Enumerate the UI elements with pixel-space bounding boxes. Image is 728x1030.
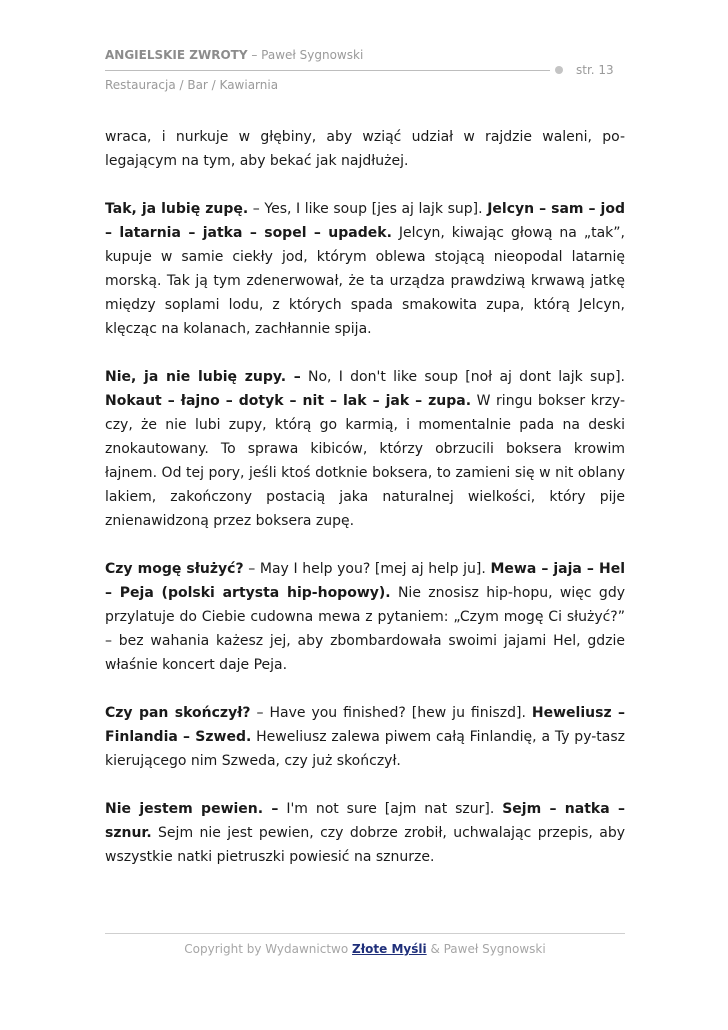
- phrase-keywords: Jelcyn – sam – jod – latarnia – jatka – sopel – upadek.: [105, 201, 625, 241]
- paragraph-text: wraca, i nurkuje w głębiny, aby wziąć udział w rajdzie waleni, po-legającym na tym, aby bekać jak najdłużej.: [105, 129, 625, 169]
- bullet-dot-icon: [555, 66, 563, 74]
- page-number: str. 13: [576, 63, 614, 77]
- phrase-polish: Czy pan skończył?: [105, 705, 251, 721]
- phrase-polish: Nie, ja nie lubię zupy. –: [105, 369, 301, 385]
- phrase-story: Jelcyn, kiwając głową na „tak”, kupuje w samie ciekły jod, którym oblewa stojącą nieopodal latarnię morską. Tak ją tym zdenerwował, że ta urządza prawdziwą krwawą jatkę między soplami lodu, z których spada smakowita zupa, którą Jelcyn, klęcząc na kolanach, zachłannie spija.: [105, 225, 625, 337]
- phrase-translation: – May I help you? [mej aj help ju].: [243, 561, 491, 577]
- phrase-polish: Tak, ja lubię zupę.: [105, 201, 249, 217]
- header-separator: –: [247, 48, 262, 62]
- phrase-translation: I'm not sure [ajm nat szur].: [278, 801, 503, 817]
- phrase-keywords: Nokaut – łajno – dotyk – nit – lak – jak – zupa.: [105, 393, 472, 409]
- phrase-story: Sejm nie jest pewien, czy dobrze zrobił, uchwalając przepis, aby wszystkie natki pietruszki powiesić na sznurze.: [105, 825, 625, 865]
- paragraph-intro: [105, 125, 625, 173]
- publisher-link[interactable]: Złote Myśli: [352, 942, 427, 956]
- page-footer: [105, 942, 625, 956]
- header-section: Restauracja / Bar / Kawiarnia: [105, 78, 279, 92]
- phrase-keywords: Mewa – jaja – Hel – Peja (polski artysta hip-hopowy).: [105, 561, 626, 601]
- phrase-entry: [105, 797, 625, 869]
- phrase-translation: – Have you finished? [hew ju finiszd].: [250, 705, 532, 721]
- header-divider: [105, 70, 550, 71]
- phrase-story: W ringu bokser krzy-czy, że nie lubi zupy, którą go karmią, i momentalnie pada na deski znokautowany. To sprawa kibiców, którzy obrzucili boksera krowim łajnem. Od tej pory, jeśli ktoś dotknie boksera, to zamieni się w nit oblany lakiem, zakończony postacią jaka naturalnej wielkości, który pije znienawidzoną przez boksera zupę.: [105, 393, 626, 529]
- phrase-entry: [105, 557, 625, 677]
- phrase-entry: [105, 701, 625, 773]
- phrase-entry: [105, 365, 625, 533]
- phrase-polish: Nie jestem pewien. –: [105, 801, 279, 817]
- phrase-translation: – Yes, I like soup [jes aj lajk sup].: [248, 201, 488, 217]
- page-header: [105, 48, 625, 108]
- phrase-translation: No, I don't like soup [noł aj dont lajk sup].: [300, 369, 625, 385]
- phrase-keywords: Heweliusz – Finlandia – Szwed.: [105, 705, 625, 745]
- footer-prefix: Copyright by Wydawnictwo: [184, 942, 353, 956]
- phrase-polish: Czy mogę służyć?: [105, 561, 244, 577]
- footer-suffix: & Paweł Sygnowski: [426, 942, 546, 956]
- phrase-story: Nie znosisz hip-hopu, więc gdy przylatuje do Ciebie cudowna mewa z pytaniem: „Czym mogę Ci służyć?” – bez wahania każesz jej, aby zbombardowała swoimi jajami Hel, gdzie właśnie koncert daje Peja.: [105, 585, 625, 673]
- footer-divider: [105, 933, 625, 934]
- phrase-keywords: Sejm – natka – sznur.: [105, 801, 625, 841]
- header-brand: ANGIELSKIE ZWROTY: [105, 48, 248, 62]
- phrase-story: Heweliusz zalewa piwem całą Finlandię, a Ty py-tasz kierującego nim Szweda, czy już skończył.: [105, 729, 625, 769]
- phrase-entry: [105, 197, 625, 341]
- header-author: Paweł Sygnowski: [261, 48, 364, 62]
- header-title: [105, 48, 363, 62]
- page-body: [105, 125, 625, 893]
